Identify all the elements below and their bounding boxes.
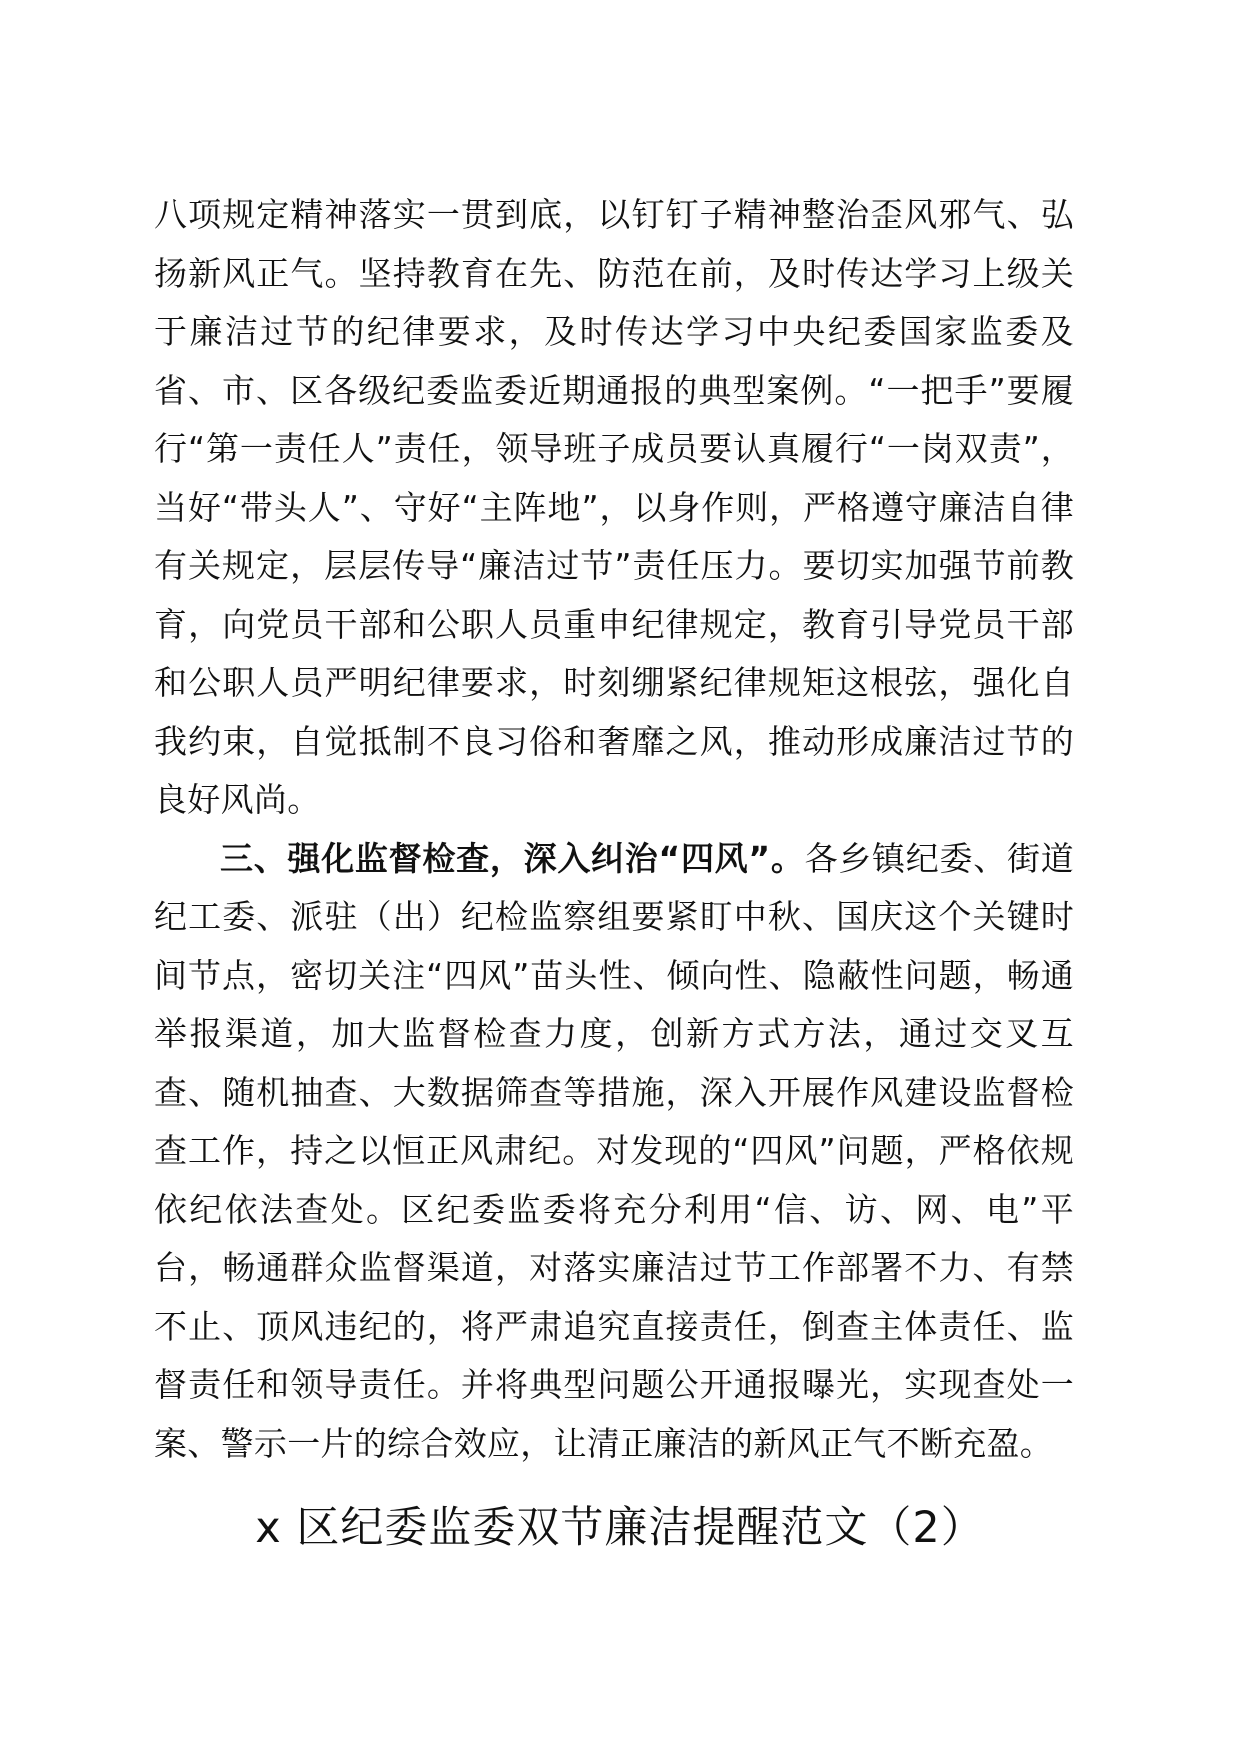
next-article-title: x 区纪委监委双节廉洁提醒范文（2） <box>255 1503 985 1553</box>
section-body: 各乡镇纪委、街道纪工委、派驻（出）纪检监察组要紧盯中秋、国庆这个关键时间节点，密切关注“四风”苗头性、倾向性、隐蔽性问题，畅通举报渠道，加大监督检查力度，创新方式方法，通过交叉互查、随机抽查、大数据筛查等措施，深入开展作风建设监督检查工作，持之以恒正风肃纪。对发现的“四风”问题，严格依规依纪依法查处。区纪委监委将充分利用“信、访、网、电”平台，畅通群众监督渠道，对落实廉洁过节工作部署不力、有禁不止、顶风违纪的，将严肃追究直接责任，倒查主体责任、监督责任和领导责任。并将典型问题公开通报曝光，实现查处一案、警示一片的综合效应，让清正廉洁的新风正气不断充盈。 <box>154 838 1074 1463</box>
section-heading: 三、强化监督检查，深入纠治“四风”。 <box>220 838 805 878</box>
paragraph-section-three <box>154 830 1074 1474</box>
body-text <box>154 186 1074 1473</box>
paragraph-continued: 八项规定精神落实一贯到底，以钉钉子精神整治歪风邪气、弘扬新风正气。坚持教育在先、防范在前，及时传达学习上级关于廉洁过节的纪律要求，及时传达学习中央纪委国家监委及省、市、区各级纪委监委近期通报的典型案例。“一把手”要履行“第一责任人”责任，领导班子成员要认真履行“一岗双责”，当好“带头人”、守好“主阵地”，以身作则，严格遵守廉洁自律有关规定，层层传导“廉洁过节”责任压力。要切实加强节前教育，向党员干部和公职人员重申纪律规定，教育引导党员干部和公职人员严明纪律要求，时刻绷紧纪律规矩这根弦，强化自我约束，自觉抵制不良习俗和奢靡之风，推动形成廉洁过节的良好风尚。 <box>154 195 1074 819</box>
